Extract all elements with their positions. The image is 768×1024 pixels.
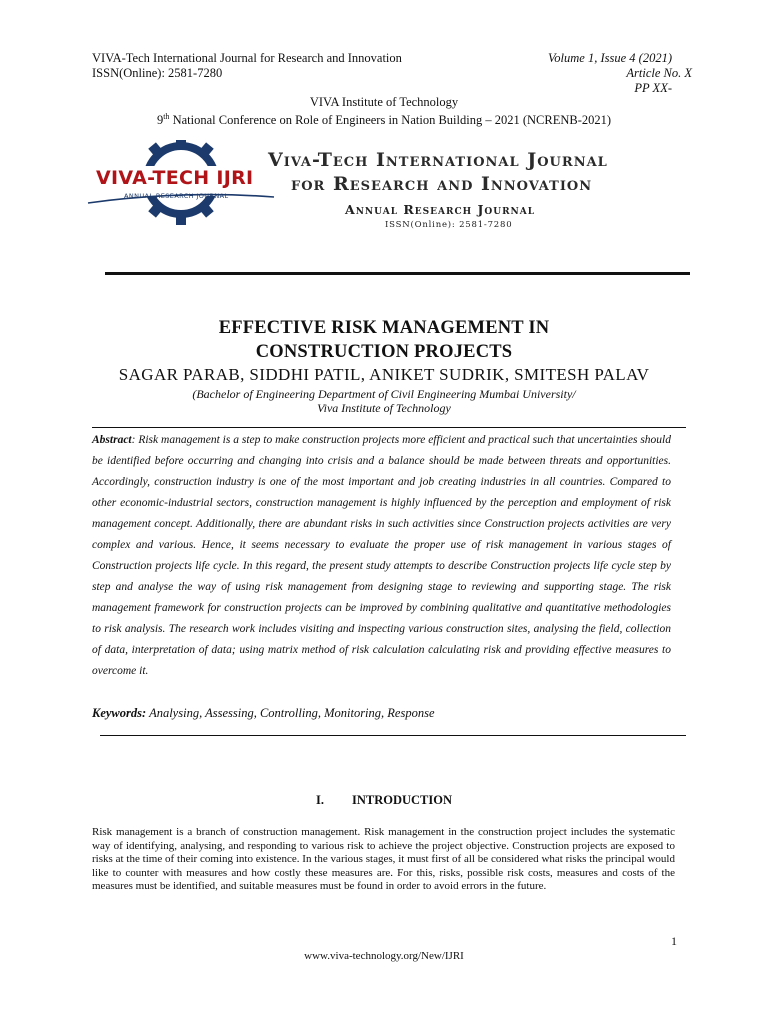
- header-journal-line: VIVA-Tech International Journal for Research and Innovation: [92, 51, 402, 65]
- masthead-issn: ISSN(Online): 2581-7280: [385, 220, 513, 230]
- paper-title-line2: CONSTRUCTION PROJECTS: [255, 342, 513, 362]
- paper-title-line1: EFFECTIVE RISK MANAGEMENT IN: [218, 318, 550, 338]
- conference-title: National Conference on Role of Engineers in Nation Building – 2021 (NCRENB-2021): [169, 113, 612, 128]
- paper-title: [100, 316, 668, 364]
- abstract-label: Abstract: [92, 434, 132, 446]
- logo-subtext: ANNUAL RESEARCH JOURNAL: [124, 192, 229, 200]
- abstract-bottom-rule: [100, 735, 686, 736]
- section-number: I.: [315, 793, 324, 807]
- section-heading-introduction: [100, 793, 668, 808]
- conference-ordinal: 9: [156, 113, 164, 128]
- affiliation-line1: (Bachelor of Engineering Department of Civil Engineering Mumbai University/: [192, 387, 576, 401]
- conference-ordinal-suffix: th: [163, 112, 170, 121]
- keywords-label: Keywords:: [92, 706, 147, 720]
- abstract-top-rule: [92, 427, 686, 428]
- header-volume: Volume 1, Issue 4 (2021): [548, 51, 672, 65]
- footer-url: www.viva-technology.org/New/IJRI: [304, 950, 464, 962]
- annual-research-journal: Annual Research Journal: [345, 202, 536, 217]
- masthead-divider: [105, 272, 690, 275]
- header-article-no: Article No. X: [626, 66, 692, 80]
- abstract-text: : Risk management is a step to make construction projects more efficient and practical such that uncertainties should be identified before occurring and changing into crisis and a balance should be made between threats and opportunities. Accordingly, construction industry is one of the most important and job creating industries in all countries. Compared to other economic-industrial sectors, construction management is highly influenced by the perception and employment of risk management concept. Additionally, there are abundant risks in such activities since Construction projects activities are very complex and various. Hence, it seems necessary to evaluate the proper use of risk management in various stages of Construction projects life cycle. In this regard, the present study attempts to describe Construction projects life cycle step by step and analyse the way of using risk management from designing stage to reviewing and supporting stage. The risk management framework for construction projects can be improved by combining qualitative and quantitative methodologies to risk analysis. The research work includes visiting and inspecting various construction sites, analysing the field, collection of data, interpretation of data; using matrix method of risk calculation calculating risk and providing effective measures to overcome it.: [92, 434, 671, 677]
- header-institute: VIVA Institute of Technology: [309, 95, 459, 109]
- journal-name-line2: for Research and Innovation: [291, 173, 593, 195]
- paper-authors: SAGAR PARAB, SIDDHI PATIL, ANIKET SUDRIK, SMITESH PALAV: [118, 365, 650, 384]
- keywords: [92, 706, 682, 721]
- abstract: [92, 430, 671, 682]
- journal-logo: [86, 140, 276, 230]
- header-pages: PP XX-: [634, 81, 672, 95]
- journal-name-line1: Viva-Tech International Journal: [268, 149, 608, 171]
- header-conference: [0, 109, 768, 128]
- page-number: 1: [671, 934, 677, 948]
- paper-affiliation: [100, 387, 668, 415]
- keywords-text: Analysing, Assessing, Controlling, Monitoring, Response: [146, 706, 435, 720]
- section-title: INTRODUCTION: [351, 793, 452, 807]
- header-issn-line: ISSN(Online): 2581-7280: [92, 66, 223, 80]
- introduction-paragraph: Risk management is a branch of construction management. Risk management in the construction project includes the systematic way of identifying, analysing, and responding to various risk to achieve the project objective. Construction projects are exposed to risks at the time of their coming into existence. In the various stages, it must first of all be considered what risks the principal would like to counter with measures and how costly these measures are. For this, risks, possible risk costs, measures and costs of the measures must be identified, and suitable measures must be found in order to avoid errors in the future.: [92, 826, 675, 892]
- logo-text: VIVA-TECH IJRI: [96, 167, 254, 189]
- affiliation-line2: Viva Institute of Technology: [317, 401, 451, 415]
